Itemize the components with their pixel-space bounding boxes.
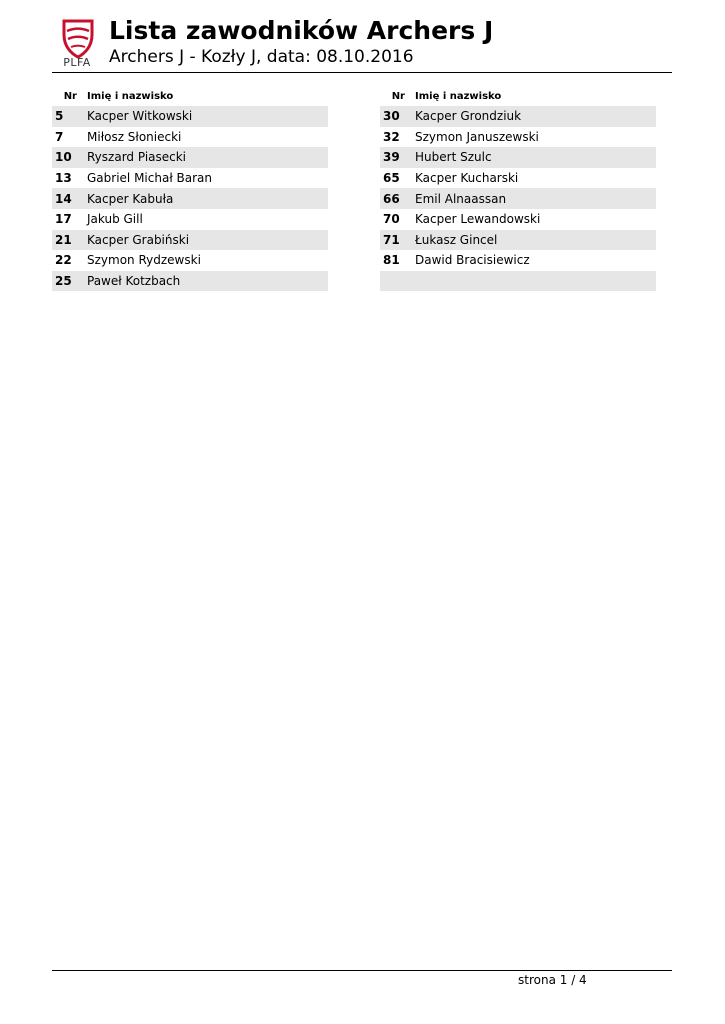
page-header <box>52 14 672 73</box>
table-header-row <box>380 86 656 106</box>
player-name: Dawid Bracisiewicz <box>415 253 530 268</box>
player-name: Kacper Grabiński <box>87 230 328 251</box>
table-row <box>380 209 656 230</box>
player-name: Paweł Kotzbach <box>87 271 328 292</box>
roster-table-left <box>52 86 328 291</box>
table-row <box>52 147 328 168</box>
table-row <box>52 271 328 292</box>
player-number: 13 <box>55 171 72 186</box>
player-number: 81 <box>383 253 400 268</box>
table-row <box>380 188 656 209</box>
player-name: Kacper Grondziuk <box>415 106 656 127</box>
player-number: 17 <box>55 212 72 227</box>
player-name: Kacper Kucharski <box>415 171 519 186</box>
player-name: Ryszard Piasecki <box>87 147 328 168</box>
player-number: 71 <box>380 230 415 251</box>
player-number: 32 <box>383 129 400 144</box>
player-name: Łukasz Gincel <box>415 230 656 251</box>
table-row <box>380 106 656 127</box>
roster-table-right <box>380 86 656 291</box>
player-name: Kacper Witkowski <box>87 106 328 127</box>
table-row <box>52 127 328 148</box>
table-row <box>52 230 328 251</box>
player-number: 7 <box>55 129 64 144</box>
column-header-nr: Nr <box>391 90 405 102</box>
table-header-row <box>52 86 328 106</box>
table-row-empty <box>380 271 656 292</box>
player-number: 25 <box>52 271 87 292</box>
player-number: 10 <box>52 147 87 168</box>
table-row <box>52 209 328 230</box>
page-subtitle: Archers J - Kozły J, data: 08.10.2016 <box>109 47 414 67</box>
column-header-name: Imię i nazwisko <box>87 90 174 102</box>
player-name: Szymon Rydzewski <box>87 253 201 268</box>
page-number: strona 1 / 4 <box>518 973 587 987</box>
column-header-name: Imię i nazwisko <box>415 90 502 102</box>
player-number: 39 <box>380 147 415 168</box>
player-number: 5 <box>52 106 87 127</box>
player-name: Kacper Lewandowski <box>415 212 541 227</box>
player-name: Gabriel Michał Baran <box>87 171 213 186</box>
player-number: 14 <box>52 188 87 209</box>
column-header-nr: Nr <box>63 90 77 102</box>
player-number: 30 <box>380 106 415 127</box>
player-number: 65 <box>383 171 400 186</box>
player-name: Miłosz Słoniecki <box>87 129 182 144</box>
logo-text: PLFA <box>63 56 91 69</box>
table-row <box>380 147 656 168</box>
player-number <box>380 271 415 292</box>
table-row <box>52 250 328 271</box>
page-title: Lista zawodników Archers J <box>109 16 494 45</box>
shield-logo-icon <box>58 17 98 59</box>
player-number: 66 <box>380 188 415 209</box>
player-name: Emil Alnaassan <box>415 188 656 209</box>
table-row <box>380 168 656 189</box>
table-row <box>380 127 656 148</box>
player-number: 22 <box>55 253 72 268</box>
player-name: Jakub Gill <box>87 212 143 227</box>
player-name: Szymon Januszewski <box>415 129 539 144</box>
table-row <box>380 250 656 271</box>
player-number: 70 <box>383 212 400 227</box>
table-row <box>52 106 328 127</box>
player-name <box>415 271 656 292</box>
player-name: Kacper Kabuła <box>87 188 328 209</box>
player-number: 21 <box>52 230 87 251</box>
player-name: Hubert Szulc <box>415 147 656 168</box>
page-footer <box>52 970 672 987</box>
table-row <box>52 188 328 209</box>
table-row <box>380 230 656 251</box>
table-row <box>52 168 328 189</box>
